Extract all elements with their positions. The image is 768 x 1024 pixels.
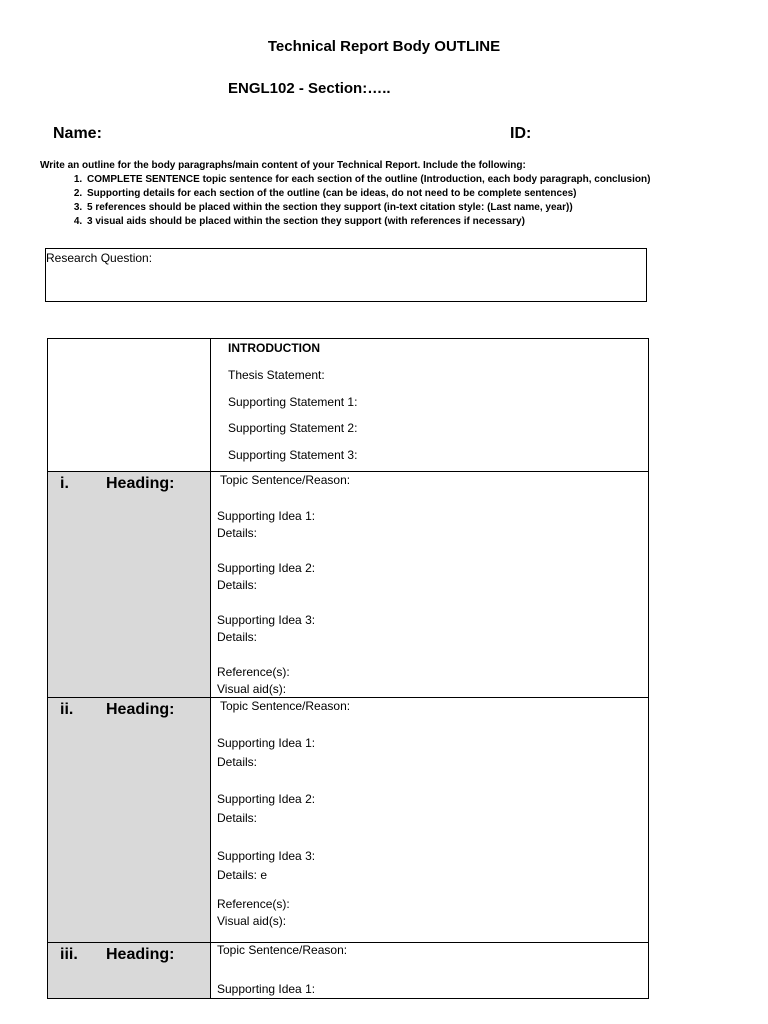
section-numeral: i. [60, 475, 69, 492]
instruction-item: 1. COMPLETE SENTENCE topic sentence for each section of the outline (Introduction, each body paragraph, conclusion) [85, 173, 650, 187]
instruction-item: 4. 3 visual aids should be placed within the section they support (with references if necessary) [85, 215, 650, 229]
supporting-statement-label: Supporting Statement 3: [228, 448, 358, 462]
supporting-idea-label: Supporting Idea 2: [217, 792, 316, 806]
intro-cell[interactable] [211, 339, 649, 472]
details-label: Details: [217, 811, 258, 825]
research-question-label: Research Question: [46, 251, 153, 265]
references-label: Reference(s): [217, 665, 290, 679]
instructions-list [40, 173, 650, 229]
name-label: Name: [53, 125, 102, 142]
supporting-statement-label: Supporting Statement 1: [228, 395, 358, 409]
intro-title: INTRODUCTION [228, 341, 320, 355]
section-heading-label: Heading: [106, 946, 175, 963]
instructions [40, 159, 650, 229]
references-label: Reference(s): [217, 897, 290, 911]
thesis-statement-label: Thesis Statement: [228, 368, 325, 382]
details-label: Details: [217, 630, 258, 644]
supporting-idea-label: Supporting Idea 1: [217, 736, 316, 750]
intro-left-cell[interactable] [48, 339, 211, 472]
research-question-box[interactable] [45, 248, 647, 302]
topic-sentence-label: Topic Sentence/Reason: [220, 699, 351, 713]
section-numeral: ii. [60, 701, 74, 718]
section-heading-cell[interactable] [48, 472, 211, 698]
section-heading-label: Heading: [106, 701, 175, 718]
section-content-cell[interactable] [211, 943, 649, 999]
supporting-idea-label: Supporting Idea 1: [217, 982, 316, 996]
supporting-idea-label: Supporting Idea 3: [217, 613, 316, 627]
supporting-idea-label: Supporting Idea 3: [217, 849, 316, 863]
section-numeral: iii. [60, 946, 78, 963]
instruction-item: 3. 5 references should be placed within the section they support (in-text citation style: (Last name, year)) [85, 201, 650, 215]
section-heading-cell[interactable] [48, 943, 211, 999]
topic-sentence-label: Topic Sentence/Reason: [217, 943, 348, 957]
visual-aids-label: Visual aid(s): [217, 682, 287, 696]
section-content-cell[interactable] [211, 472, 649, 698]
details-label: Details: [217, 578, 258, 592]
intro-row [48, 339, 649, 472]
section-row [48, 698, 649, 943]
details-label: Details: [217, 755, 258, 769]
supporting-idea-label: Supporting Idea 1: [217, 509, 316, 523]
section-heading-label: Heading: [106, 475, 175, 492]
course-section: ENGL102 - Section:….. [228, 80, 391, 97]
instructions-intro: Write an outline for the body paragraphs/main content of your Technical Report. Include the following: [40, 160, 526, 171]
page-title: Technical Report Body OUTLINE [267, 38, 501, 55]
outline-table [47, 338, 649, 999]
supporting-statement-label: Supporting Statement 2: [228, 421, 358, 435]
instruction-item: 2. Supporting details for each section of the outline (can be ideas, do not need to be complete sentences) [85, 187, 650, 201]
supporting-idea-label: Supporting Idea 2: [217, 561, 316, 575]
section-row [48, 472, 649, 698]
section-row [48, 943, 649, 999]
section-content-cell[interactable] [211, 698, 649, 943]
details-label: Details: [217, 526, 258, 540]
section-heading-cell[interactable] [48, 698, 211, 943]
topic-sentence-label: Topic Sentence/Reason: [220, 473, 351, 487]
visual-aids-label: Visual aid(s): [217, 914, 287, 928]
id-label: ID: [510, 125, 532, 142]
details-label: Details: e [217, 868, 268, 882]
